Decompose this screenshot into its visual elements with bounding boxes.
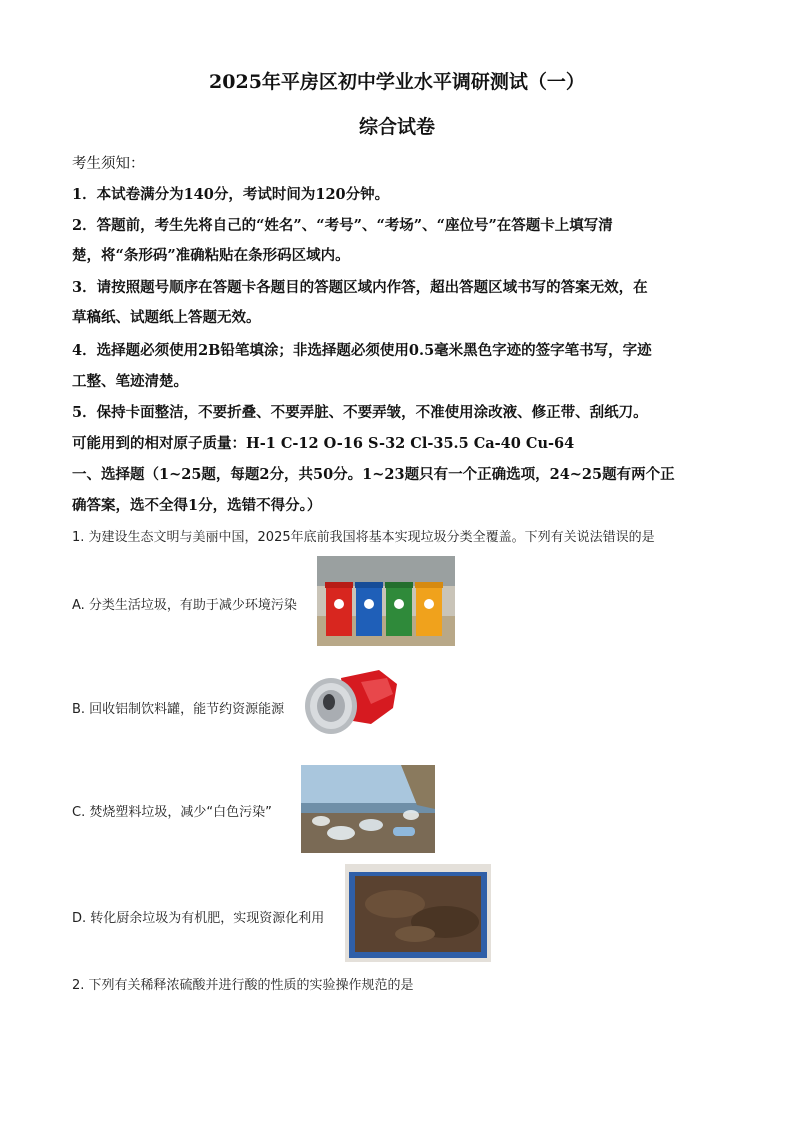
notice-line-3-cont: 草稿纸、试题纸上答题无效。 (72, 309, 261, 326)
compost-bin-image (345, 864, 491, 962)
recycling-bins-image (317, 556, 455, 646)
option-a-text: A. 分类生活垃圾，有助于减少环境污染 (72, 598, 297, 613)
notice-line-3: 3．请按照题号顺序在答题卡各题目的答题区域内作答，超出答题区域书写的答案无效，在 (72, 279, 648, 296)
option-d-text: D. 转化厨余垃圾为有机肥，实现资源化利用 (72, 911, 325, 926)
question-2-stem: 2. 下列有关稀释浓硫酸并进行酸的性质的实验操作规范的是 (72, 978, 414, 993)
notice-line-2: 2．答题前，考生先将自己的“姓名”、“考号”、“考场”、“座位号”在答题卡上填写清 (72, 217, 613, 234)
option-c-text: C. 焚烧塑料垃圾，减少“白色污染” (72, 805, 272, 820)
exam-title: 2025年平房区初中学业水平调研测试（一） (209, 71, 585, 93)
atomic-masses: 可能用到的相对原子质量：H-1 C-12 O-16 S-32 Cl-35.5 Ca-40 Cu-64 (72, 435, 575, 452)
notice-line-4: 4．选择题必须使用2B铅笔填涂；非选择题必须使用0.5毫米黑色字迹的签字笔书写，字迹 (72, 342, 652, 359)
question-1-stem: 1. 为建设生态文明与美丽中国，2025年底前我国将基本实现垃圾分类全覆盖。下列有关说法错误的是 (72, 530, 655, 545)
crushed-can-image (301, 664, 401, 742)
section-heading-cont: 确答案，选不全得1分，选错不得分。） (72, 497, 322, 514)
notice-line-2-cont: 楚，将“条形码”准确粘贴在条形码区域内。 (72, 247, 350, 264)
notice-line-5: 5．保持卡面整洁，不要折叠、不要弄脏、不要弄皱，不准使用涂改液、修正带、刮纸刀。 (72, 404, 648, 421)
exam-subtitle: 综合试卷 (358, 116, 435, 138)
section-heading: 一、选择题（1~25题，每题2分，共50分。1~23题只有一个正确选项，24~25题有两个正 (72, 466, 675, 483)
notice-line-1: 1．本试卷满分为140分，考试时间为120分钟。 (72, 186, 390, 203)
notice-line-4-cont: 工整、笔迹清楚。 (72, 373, 188, 390)
option-b-text: B. 回收铝制饮料罐，能节约资源能源 (72, 702, 285, 717)
notice-heading: 考生须知： (72, 156, 145, 172)
beach-plastic-image (301, 765, 435, 853)
